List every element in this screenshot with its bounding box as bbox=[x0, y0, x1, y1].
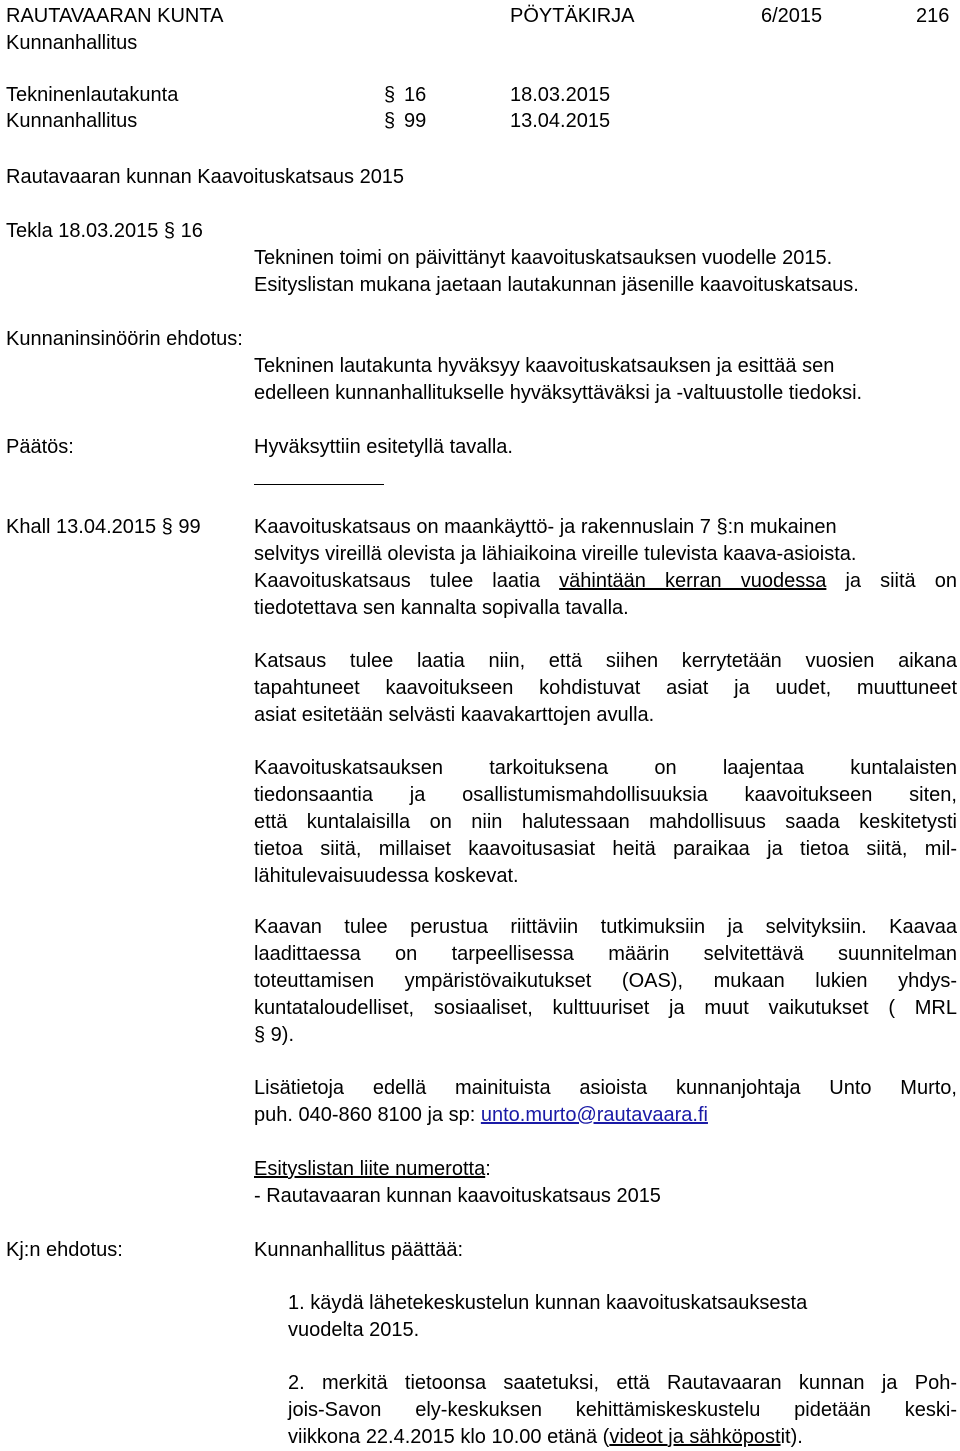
item-title: Rautavaaran kunnan Kaavoituskatsaus 2015 bbox=[6, 166, 405, 188]
reference-org: Kunnanhallitus bbox=[6, 110, 138, 132]
paragraph-line: että kuntalaisilla on niin halutessaan mahdollisuus saada keskitetysti bbox=[254, 811, 957, 833]
proposal-line: Tekninen lautakunta hyväksyy kaavoituskatsauksen ja esittää sen bbox=[254, 355, 835, 377]
paragraph-line: § 9). bbox=[254, 1024, 295, 1046]
header-body: Kunnanhallitus bbox=[6, 32, 138, 54]
khall-paragraph-4 bbox=[254, 755, 957, 890]
paragraph-line: tapahtuneet kaavoitukseen kohdistuvat asiat ja uudet, muuttuneet bbox=[254, 677, 957, 699]
attachment-label bbox=[254, 1156, 957, 1183]
header-page-number: 216 bbox=[916, 5, 950, 27]
paragraph-text: puh. 040-860 8100 ja sp: bbox=[254, 1104, 476, 1126]
tekla-intro bbox=[254, 245, 957, 299]
proposal-label: Kunnaninsinöörin ehdotus: bbox=[6, 328, 243, 350]
decision-item-line: vuodelta 2015. bbox=[288, 1319, 420, 1341]
decision-item-line: jois-Savon ely-keskuksen kehittämiskeskustelu pidetään keski- bbox=[288, 1399, 957, 1421]
tekla-reference: Tekla 18.03.2015 § 16 bbox=[6, 220, 203, 242]
kj-proposal-text: Kunnanhallitus päättää: bbox=[254, 1239, 464, 1261]
paragraph-text: Kaavoituskatsaus tulee laatia bbox=[254, 570, 541, 592]
decision-item-1 bbox=[288, 1290, 807, 1344]
tekla-intro-line: Esityslistan mukana jaetaan lautakunnan jäsenille kaavoituskatsaus. bbox=[254, 274, 859, 296]
reference-org: Tekninenlautakunta bbox=[6, 84, 179, 106]
decision-item-text: it). bbox=[780, 1426, 803, 1448]
tekla-proposal bbox=[254, 353, 957, 407]
attachment-label-colon: : bbox=[485, 1158, 491, 1180]
attachment-item: - Rautavaaran kunnan kaavoituskatsaus 2015 bbox=[254, 1185, 661, 1207]
khall-reference: Khall 13.04.2015 § 99 bbox=[6, 516, 201, 538]
header-org: RAUTAVAARAN KUNTA bbox=[6, 5, 224, 27]
reference-number: 16 bbox=[404, 84, 427, 106]
paragraph-text: ja siitä on bbox=[845, 570, 957, 592]
email-link[interactable]: unto.murto@rautavaara.fi bbox=[480, 1104, 708, 1126]
attachment-label-text: Esityslistan liite numerotta bbox=[254, 1158, 486, 1180]
paragraph-line: tiedonsaantia ja osallistumismahdollisuuksia kaavoitukseen siten, bbox=[254, 784, 957, 806]
paragraph-line: Katsaus tulee laatia niin, että siihen kerrytetään vuosien aikana bbox=[254, 650, 957, 672]
decision-label: Päätös: bbox=[6, 436, 74, 458]
paragraph-line: selvitys vireillä olevista ja lähiaikoina vireille tulevista kaava-asioista. bbox=[254, 543, 857, 565]
paragraph-line: tiedotettava sen kannalta sopivalla tavalla. bbox=[254, 597, 629, 619]
decision-item-text: viikkona 22.4.2015 klo 10.00 etänä ( bbox=[288, 1426, 610, 1448]
tekla-intro-line: Tekninen toimi on päivittänyt kaavoituskatsauksen vuodelle 2015. bbox=[254, 247, 833, 269]
paragraph-line bbox=[254, 1102, 957, 1129]
decision-item-2 bbox=[288, 1370, 957, 1451]
paragraph-line: lähitulevaisuudessa koskevat. bbox=[254, 865, 519, 887]
decision-item-line: 1. käydä lähetekeskustelun kunnan kaavoituskatsauksesta bbox=[288, 1292, 808, 1314]
reference-number: 99 bbox=[404, 110, 427, 132]
khall-contact-info bbox=[254, 1075, 957, 1129]
section-sign: § bbox=[384, 110, 396, 132]
khall-paragraph-5 bbox=[254, 914, 957, 1049]
reference-date: 13.04.2015 bbox=[510, 110, 611, 132]
decision-text: Hyväksyttiin esitetyllä tavalla. bbox=[254, 436, 513, 458]
paragraph-line: Lisätietoja edellä mainituista asioista kunnanjohtaja Unto Murto, bbox=[254, 1077, 957, 1099]
decision-item-line bbox=[288, 1424, 957, 1451]
reference-date: 18.03.2015 bbox=[510, 84, 611, 106]
khall-paragraph-1 bbox=[254, 514, 957, 622]
paragraph-line: laadittaessa on tarpeellisessa määrin selvitettävä suunnitelman bbox=[254, 943, 957, 965]
proposal-line: edelleen kunnanhallitukselle hyväksyttäväksi ja -valtuustolle tiedoksi. bbox=[254, 382, 863, 404]
paragraph-line: kuntataloudelliset, sosiaaliset, kulttuuriset ja muut vaikutukset ( MRL bbox=[254, 997, 957, 1019]
paragraph-line: Kaavoituskatsauksen tarkoituksena on laajentaa kuntalaisten bbox=[254, 757, 957, 779]
paragraph-line: Kaavan tulee perustua riittäviin tutkimuksiin ja selvityksiin. Kaavaa bbox=[254, 916, 957, 938]
khall-paragraph-3 bbox=[254, 648, 957, 729]
paragraph-line bbox=[254, 568, 957, 595]
underlined-text: vähintään kerran vuodessa bbox=[559, 570, 827, 592]
paragraph-line: toteuttamisen ympäristövaikutukset (OAS), mukaan lukien yhdys- bbox=[254, 970, 957, 992]
header-doc-number: 6/2015 bbox=[761, 5, 823, 27]
kj-proposal-label: Kj:n ehdotus: bbox=[6, 1239, 123, 1261]
underlined-text: videot ja sähköpost bbox=[609, 1426, 781, 1448]
paragraph-line: asiat esitetään selvästi kaavakarttojen avulla. bbox=[254, 704, 655, 726]
section-divider bbox=[254, 484, 384, 485]
paragraph-line: tietoa siitä, millaiset kaavoitusasiat heitä paraikaa ja tietoa siitä, mil- bbox=[254, 838, 957, 860]
attachment-block bbox=[254, 1156, 957, 1210]
paragraph-line: Kaavoituskatsaus on maankäyttö- ja rakennuslain 7 §:n mukainen bbox=[254, 516, 837, 538]
header-doc-type: PÖYTÄKIRJA bbox=[510, 5, 635, 27]
section-sign: § bbox=[384, 84, 396, 106]
decision-item-line: 2. merkitä tietoonsa saatetuksi, että Rautavaaran kunnan ja Poh- bbox=[288, 1372, 957, 1394]
